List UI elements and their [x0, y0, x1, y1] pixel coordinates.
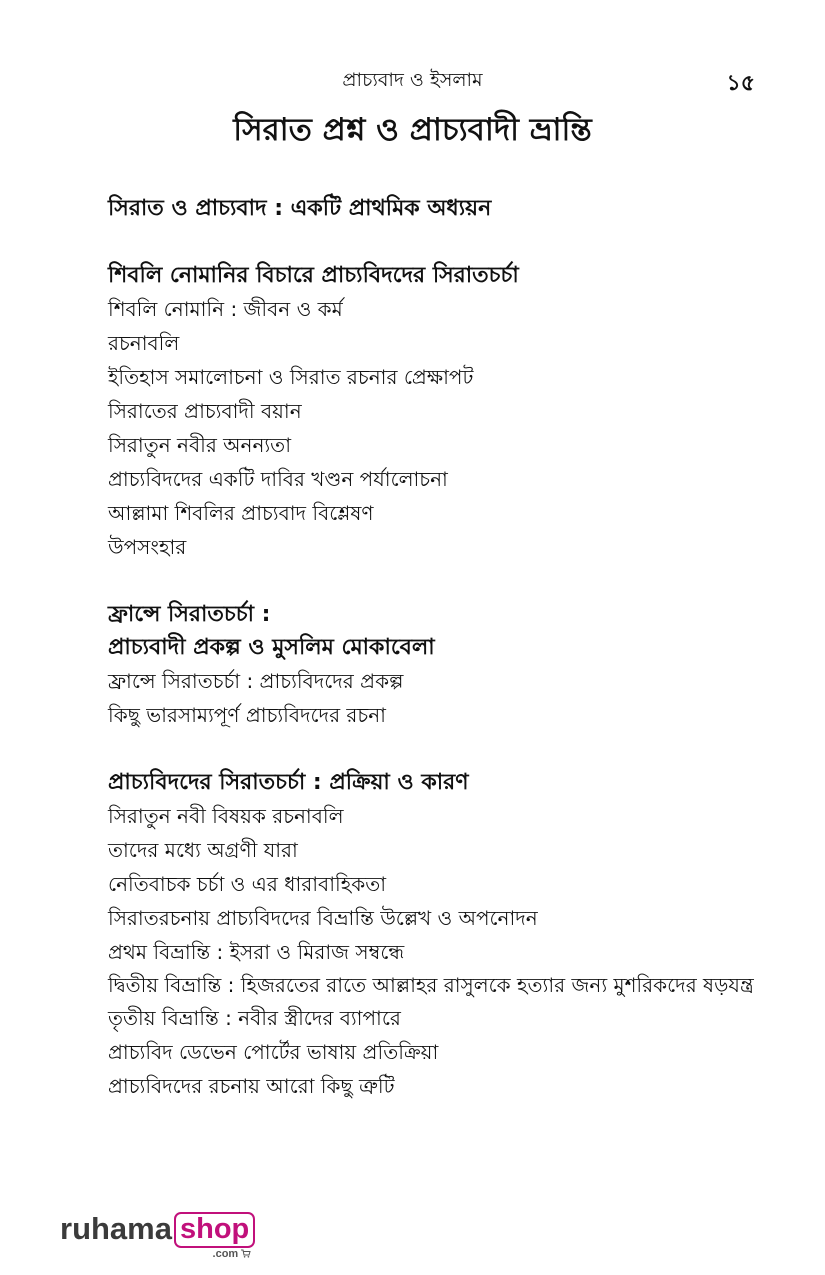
toc-entry: সিরাতুন নবী বিষয়ক রচনাবলি	[108, 804, 344, 828]
watermark-shop-text: shop	[179, 1213, 250, 1245]
toc-entry: নেতিবাচক চর্চা ও এর ধারাবাহিকতা	[108, 872, 387, 896]
ruhamashop-watermark	[60, 1211, 255, 1260]
section-heading: প্রাচ্যবিদদের সিরাতচর্চা : প্রক্রিয়া ও কারণ	[108, 770, 469, 795]
toc-entry: ফ্রান্সে সিরাতচর্চা : প্রাচ্যবিদদের প্রকল্প	[108, 669, 404, 693]
running-title: প্রাচ্যবাদ ও ইসলাম	[342, 69, 483, 91]
toc-entry: প্রাচ্যবিদ ডেভেন পোর্টের ভাষায় প্রতিক্রিয়া	[108, 1040, 439, 1064]
toc-entry: শিবলি নোমানি : জীবন ও কর্ম	[108, 297, 343, 321]
toc-entry: সিরাতের প্রাচ্যবাদী বয়ান	[108, 399, 302, 423]
watermark-domain	[213, 1248, 252, 1260]
toc-entry: তৃতীয় বিভ্রান্তি : নবীর স্ত্রীদের ব্যাপারে	[108, 1006, 401, 1030]
toc-section	[108, 192, 763, 225]
cart-icon	[241, 1249, 251, 1258]
toc-entry: রচনাবলি	[108, 331, 180, 355]
toc-entry: আল্লামা শিবলির প্রাচ্যবাদ বিশ্লেষণ	[108, 501, 374, 525]
toc-entry: তাদের মধ্যে অগ্রণী যারা	[108, 838, 298, 862]
toc-entry: উপসংহার	[108, 535, 187, 559]
toc-entry: প্রাচ্যবিদদের রচনায় আরো কিছু ত্রুটি	[108, 1074, 395, 1098]
toc-section	[108, 598, 763, 732]
toc-entry: ইতিহাস সমালোচনা ও সিরাত রচনার প্রেক্ষাপট	[108, 365, 474, 389]
section-heading: ফ্রান্সে সিরাতচর্চা :	[108, 602, 271, 627]
toc-entry: প্রাচ্যবিদদের একটি দাবির খণ্ডন পর্যালোচনা	[108, 467, 448, 491]
section-heading: সিরাত ও প্রাচ্যবাদ : একটি প্রাথমিক অধ্যয়ন	[108, 196, 492, 221]
watermark-text: ruhama	[60, 1211, 172, 1246]
chapter-title: সিরাত প্রশ্ন ও প্রাচ্যবাদী ভ্রান্তি	[233, 112, 592, 148]
toc-entry: সিরাতরচনায় প্রাচ্যবিদদের বিভ্রান্তি উল্লেখ ও অপনোদন	[108, 906, 538, 930]
watermark-shop-badge	[174, 1212, 255, 1260]
toc-entry: কিছু ভারসাম্যপূর্ণ প্রাচ্যবিদদের রচনা	[108, 703, 386, 727]
toc-entry: সিরাতুন নবীর অনন্যতা	[108, 433, 291, 457]
toc-section	[108, 259, 763, 564]
toc-entry: দ্বিতীয় বিভ্রান্তি : হিজরতের রাতে আল্লাহর রাসুলকে হত্যার জন্য মুশরিকদের ষড়যন্ত্র	[108, 973, 754, 997]
section-heading: প্রাচ্যবাদী প্রকল্প ও মুসলিম মোকাবেলা	[108, 635, 435, 660]
table-of-contents	[108, 192, 763, 1137]
page-number: ১৫	[726, 71, 755, 96]
section-heading: শিবলি নোমানির বিচারে প্রাচ্যবিদদের সিরাতচর্চা	[108, 263, 519, 288]
toc-section	[108, 766, 763, 1103]
watermark-domain-text: .com	[212, 1248, 239, 1260]
toc-entry: প্রথম বিভ্রান্তি : ইসরা ও মিরাজ সম্বন্ধে	[108, 940, 405, 964]
